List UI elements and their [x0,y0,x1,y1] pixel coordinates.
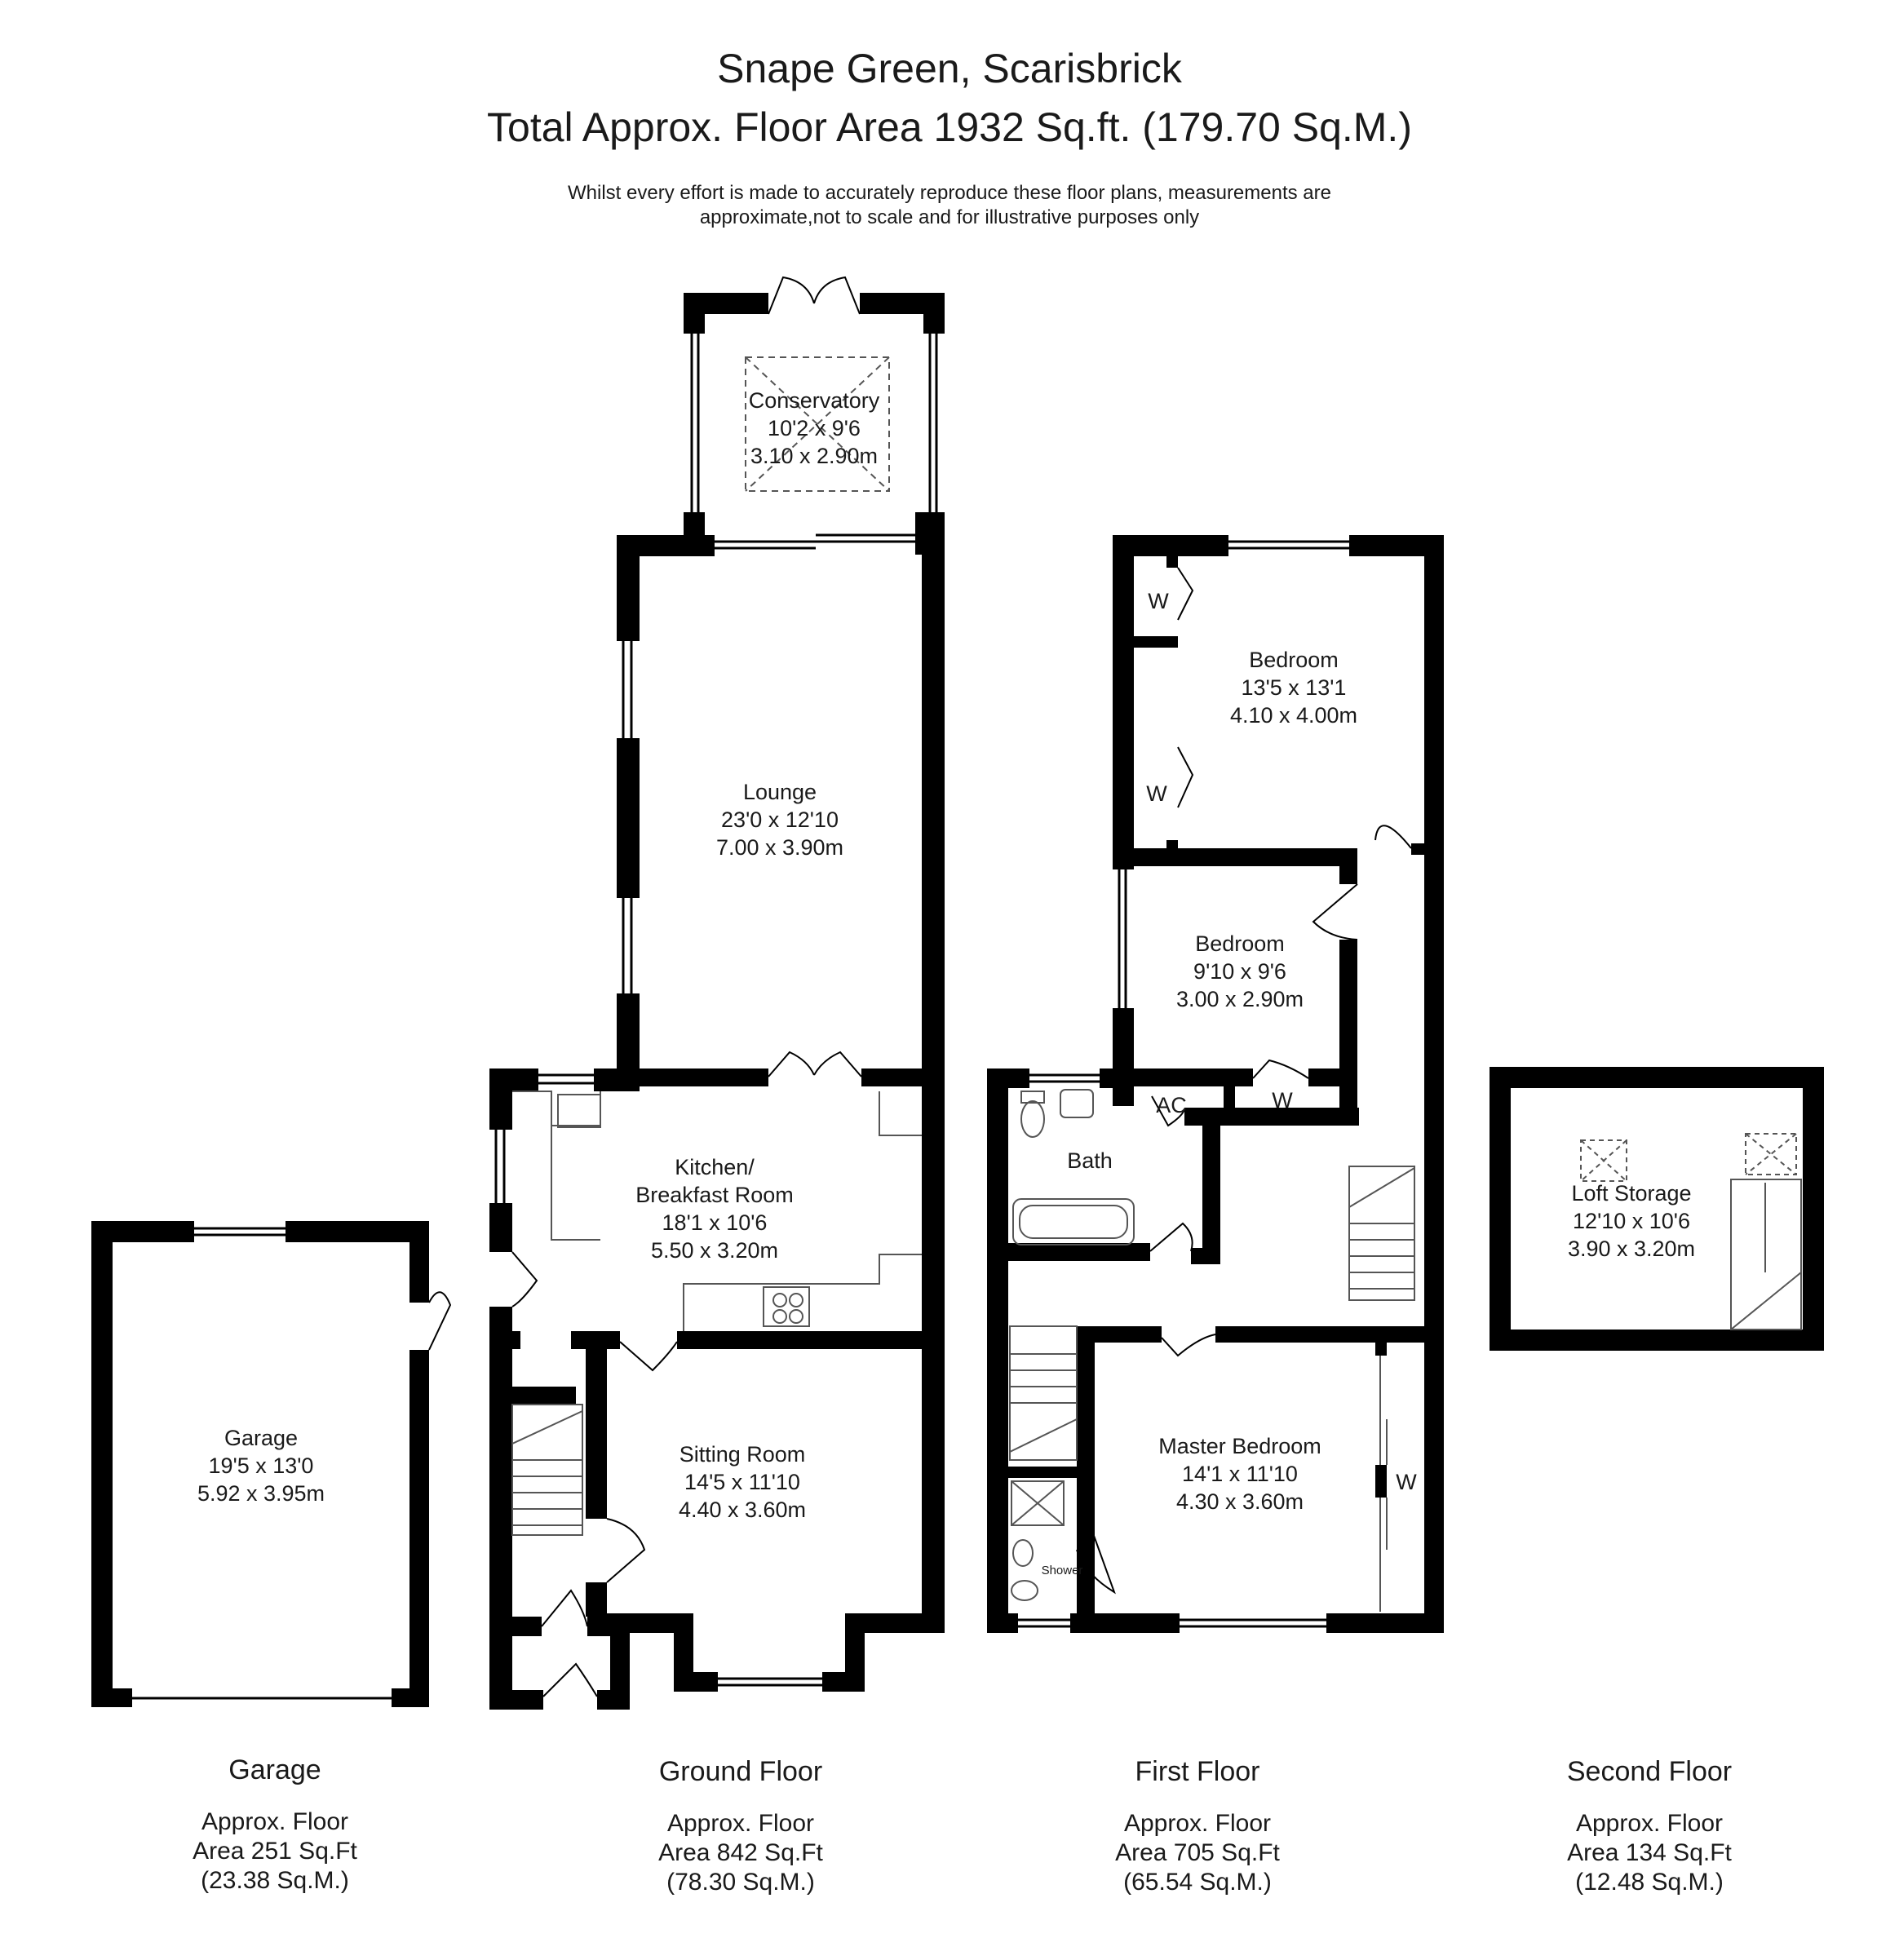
sitting-wall-right-lower [922,1331,945,1633]
sitting-imperial: 14'5 x 11'10 [684,1470,800,1494]
conservatory-wall-right-top [923,293,945,334]
sitting-bay-bottom-right [822,1672,865,1692]
floor-name: Ground Floor [658,1756,823,1787]
floor-caption-first [1051,1754,1344,1897]
wardrobe-label-4: W [1396,1470,1417,1494]
bedroom1-imperial: 13'5 x 13'1 [1241,675,1347,700]
garage-imperial: 19'5 x 13'0 [208,1453,314,1478]
master-name: Master Bedroom [1158,1434,1321,1458]
lounge-wall-left-upper [617,535,640,641]
lounge-kitchen-wall-right [861,1068,945,1086]
bath-wall-bottom-right [1191,1248,1220,1264]
wardrobe-wall-top [1166,556,1178,568]
floor-area-line2: Area 705 Sq.Ft [1115,1839,1280,1866]
hall-wall-bottom-left [489,1690,543,1710]
garage-wall-left [91,1221,113,1707]
walls [91,293,1824,1710]
garage-metric: 5.92 x 3.95m [197,1481,325,1506]
bath-wall-left [987,1068,1008,1633]
stairs-wall-top [489,1387,576,1405]
ac-cupboard-mid [1224,1068,1235,1108]
garage-wall-right-upper [409,1221,429,1303]
kitchen-name-line2: Breakfast Room [635,1183,794,1207]
sitting-name: Sitting Room [679,1442,806,1467]
ground-wall-left-lower [489,1307,512,1710]
bedroom1-metric: 4.10 x 4.00m [1229,703,1358,728]
sitting-bay-bottom-left [674,1672,718,1692]
disclaimer-line-2: approximate,not to scale and for illustrative purposes only [699,206,1200,228]
ff-wall-left-upper [1113,535,1134,869]
bedroom2-wall-right-upper [1339,848,1357,884]
master-wall-left [1077,1326,1095,1633]
bedroom-divider-right [1411,843,1444,855]
conservatory-imperial: 10'2 x 9'6 [768,416,861,440]
ff-wall-left-lower [1113,1008,1134,1106]
floor-caption-second [1503,1754,1796,1897]
disclaimer-line-1: Whilst every effort is made to accurately reproduce these floor plans, measurements are [568,182,1331,204]
sitting-wall-left-lower [586,1582,607,1617]
garage-wall-bottom-right [392,1688,429,1707]
lounge-name: Lounge [742,780,817,804]
floor-area-line2: Area 251 Sq.Ft [193,1838,357,1865]
garage-wall-bottom-left [91,1688,132,1707]
garage-wall-right-lower [409,1350,429,1707]
kitchen-wall-top-mid [594,1068,640,1091]
ff-wall-bottom-right [1326,1613,1444,1633]
kitchen-name-line1: Kitchen/ [675,1155,755,1179]
conservatory-wall-left-top [684,293,705,334]
bath-wall-bottom [987,1243,1150,1261]
floor-name: First Floor [1135,1756,1260,1787]
sitting-metric: 4.40 x 3.60m [678,1498,807,1522]
lounge-wall-left-lower [617,993,640,1075]
master-metric: 4.30 x 3.60m [1175,1489,1304,1514]
ff-wall-bottom-left [987,1613,1018,1633]
ff-landing-wall [1215,1326,1444,1343]
floor-area-line3: (23.38 Sq.M.) [201,1867,349,1894]
floor-area-line1: Approx. Floor [201,1808,349,1835]
bedroom2-imperial: 9'10 x 9'6 [1193,959,1286,984]
bedroom2-name: Bedroom [1195,931,1285,956]
lounge-imperial: 23'0 x 12'10 [721,807,839,832]
shower-name: Shower [1041,1564,1083,1577]
bath-name: Bath [1067,1148,1113,1173]
loft-wall-bottom [1490,1330,1824,1351]
bedroom2-wall-right [1339,940,1357,1119]
ff-wall-right [1424,535,1444,1633]
bedroom-divider [1113,848,1357,866]
kitchen-wall-left-upper [489,1068,512,1130]
airing-cupboard-label: AC [1156,1093,1187,1117]
total-area: Total Approx. Floor Area 1932 Sq.ft. (179.70 Sq.M.) [487,104,1412,150]
loft-name: Loft Storage [1571,1181,1692,1206]
garage-name: Garage [224,1426,299,1450]
loft-imperial: 12'10 x 10'6 [1573,1209,1690,1233]
ff-wall-bottom-mid [1070,1613,1180,1633]
bath-wall-top-right [1100,1068,1124,1088]
loft-wall-top [1490,1067,1824,1088]
kitchen-sitting-wall-right [677,1331,945,1349]
master-wardrobe-wall [1375,1465,1387,1498]
wardrobe-divider-upper [1134,636,1178,648]
shower-wall-top [987,1467,1093,1478]
conservatory-metric: 3.10 x 2.90m [750,444,879,468]
conservatory-name: Conservatory [748,388,880,413]
floor-area-line2: Area 842 Sq.Ft [658,1839,823,1866]
loft-metric: 3.90 x 3.20m [1567,1237,1696,1261]
master-wall-top-left [1077,1326,1162,1343]
master-wardrobe-top [1375,1343,1387,1356]
wardrobe-label-1: W [1148,589,1169,613]
floor-name: Second Floor [1566,1756,1733,1787]
floor-caption-ground [594,1754,888,1897]
bedroom1-name: Bedroom [1249,648,1339,672]
floor-area-line1: Approx. Floor [1575,1810,1724,1837]
bedroom2-wall-bottom-right [1308,1068,1357,1086]
floor-area-line1: Approx. Floor [1123,1810,1272,1837]
floor-area-line3: (12.48 Sq.M.) [1575,1869,1724,1896]
kitchen-imperial: 18'1 x 10'6 [662,1210,768,1235]
master-imperial: 14'1 x 11'10 [1182,1462,1298,1486]
loft-wall-left [1490,1067,1511,1351]
wardrobe-label-2: W [1146,781,1167,806]
floor-area-line1: Approx. Floor [666,1810,815,1837]
lounge-wall-left-mid [617,738,640,898]
floor-area-line3: (78.30 Sq.M.) [666,1869,815,1896]
wardrobe-label-3: W [1272,1088,1293,1113]
sitting-wall-left-upper [586,1331,607,1519]
bedroom2-metric: 3.00 x 2.90m [1175,987,1304,1011]
wc-wall-right [610,1631,630,1710]
kitchen-metric: 5.50 x 3.20m [650,1238,779,1263]
lounge-metric: 7.00 x 3.90m [715,835,844,860]
garage-wall-top-left [91,1221,194,1242]
floor-area-line3: (65.54 Sq.M.) [1123,1869,1272,1896]
garage-wall-top-right [286,1221,429,1242]
floor-caption-garage [128,1752,422,1896]
hall-wall-mid [489,1617,542,1636]
kitchen-sitting-wall-left [489,1331,520,1349]
loft-wall-right [1803,1067,1824,1351]
bath-wall-right [1202,1111,1220,1264]
floor-area-line2: Area 134 Sq.Ft [1567,1839,1732,1866]
wardrobe-wall-bottom [1166,840,1178,852]
floor-name: Garage [228,1754,321,1785]
kitchen-wall-left-mid [489,1203,512,1252]
hall-wall-mid-right [587,1617,630,1636]
page-title: Snape Green, Scarisbrick [717,46,1182,91]
